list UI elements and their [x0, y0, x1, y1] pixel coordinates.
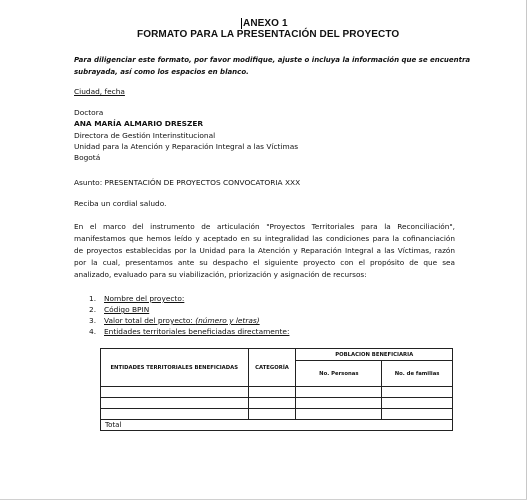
list-item-text[interactable]: Entidades territoriales beneficiadas directamente:	[104, 327, 290, 336]
body-line-5: analizado, evaluado para su viabilización, priorización y asignación de recursos:	[74, 270, 367, 279]
recipient-line-1: Directora de Gestión Interinstitucional	[74, 131, 216, 140]
beneficiaries-table	[100, 348, 453, 431]
recipient-line-2: Unidad para la Atención y Reparación Integral a las Víctimas	[74, 142, 299, 151]
instruction-line-1: Para diligenciar este formato, por favor modifique, ajuste o incluya la información que se encuentra	[74, 56, 471, 64]
table-row	[101, 398, 453, 409]
header-families: No. de familias	[382, 361, 453, 387]
subject-line: Asunto: PRESENTACIÓN DE PROYECTOS CONVOCATORIA XXX	[74, 178, 301, 187]
city-date[interactable]: Ciudad, fecha	[74, 87, 125, 96]
list-item: 4. Entidades territoriales beneficiadas directamente:	[89, 327, 290, 336]
recipient-line-3: Bogotá	[74, 153, 101, 162]
project-list	[89, 293, 289, 337]
body-paragraph	[74, 221, 455, 281]
table-row	[101, 409, 453, 420]
list-item: 3. Valor total del proyecto: (número y letras)	[89, 316, 260, 325]
list-item: 2. Código BPIN	[89, 305, 150, 314]
body-line-4: por la cual, presentamos ante su despacho el siguiente proyecto con el propósito de que sea	[74, 258, 455, 267]
list-item-text[interactable]: Código BPIN	[104, 305, 150, 314]
header-entities: ENTIDADES TERRITORIALES BENEFICIADAS	[101, 349, 249, 387]
total-label: Total	[101, 420, 453, 431]
body-line-3: de proyectos establecidas por la Unidad para la Atención y Reparación Integral a las Víctimas, razón	[74, 246, 455, 255]
header-category: CATEGORÍA	[248, 349, 296, 387]
body-line-1: En el marco del instrumento de articulación "Proyectos Territoriales para la Reconciliación",	[74, 222, 455, 231]
instruction-line-2: subrayada, así como los espacios en blanco.	[74, 68, 249, 76]
form-title: FORMATO PARA LA PRESENTACIÓN DEL PROYECTO	[137, 29, 400, 40]
text-cursor	[241, 18, 242, 29]
header-population: POBLACION BENEFICIARIA	[296, 349, 453, 361]
list-item-text[interactable]: Valor total del proyecto: (número y letras)	[104, 316, 260, 325]
header-persons: No. Personas	[296, 361, 382, 387]
salutation-title: Doctora	[74, 108, 104, 117]
list-item: 1. Nombre del proyecto:	[89, 294, 185, 303]
recipient-name: ANA MARÍA ALMARIO DRESZER	[74, 119, 204, 128]
list-item-text[interactable]: Nombre del proyecto:	[104, 294, 185, 303]
body-line-2: manifestamos que hemos leído y aceptado en su integralidad las condiciones para la cofinanciación	[74, 234, 455, 243]
table-row	[101, 387, 453, 398]
total-row	[101, 420, 453, 431]
annex-title: ANEXO 1	[243, 18, 288, 29]
greeting: Reciba un cordial saludo.	[74, 199, 167, 208]
